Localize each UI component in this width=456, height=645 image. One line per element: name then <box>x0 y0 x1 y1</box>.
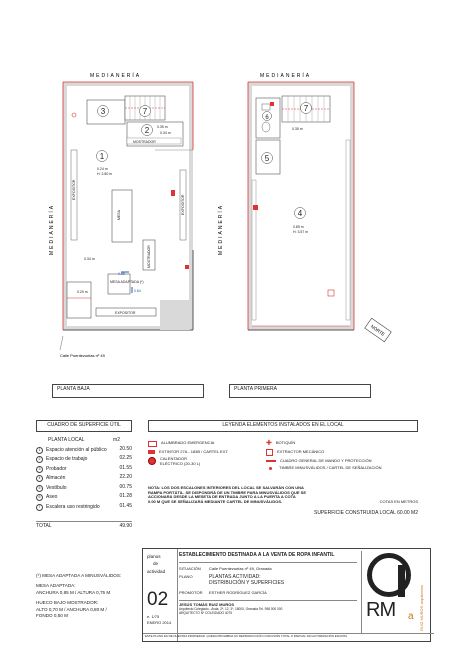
situacion-label: SITUACIÓN <box>179 565 201 571</box>
caption-first-box <box>229 384 371 398</box>
legend-panel-label: CUADRO GENERAL DE MANDO Y PROTECCIÓN <box>280 457 372 463</box>
legend-items <box>148 438 418 474</box>
zone-expositor-left: EXPOSITOR <box>72 179 76 200</box>
surface-row <box>36 485 132 492</box>
surface-total <box>36 521 132 530</box>
dim-room7-ground: 0.35 m <box>157 125 168 129</box>
surface-row <box>36 504 132 511</box>
legend-item-extractor <box>266 449 416 456</box>
surface-row-number: 3 <box>36 466 43 473</box>
surface-row-name <box>36 456 87 463</box>
situacion-value: Calle Puentezuelas nº 49, Granada <box>209 565 272 571</box>
legend-heater-text <box>160 457 200 466</box>
zone-expositor-bottom: EXPOSITOR <box>115 311 136 315</box>
doc-logo-1: planos <box>147 554 161 559</box>
sheet-scale: e. 1/75 <box>147 614 160 619</box>
surface-total-value: 49.90 <box>119 522 132 529</box>
plano-label: PLANO <box>179 574 193 580</box>
legend-left <box>148 438 266 474</box>
dim-room2: 0.34 m <box>160 131 171 135</box>
surface-title: CUADRO DE SUPERFICIE ÚTIL <box>36 420 132 432</box>
surface-row-label: Aseo <box>46 494 58 500</box>
dim-room4-b: H: 3.57 m <box>293 230 309 234</box>
legend-heater-label-2: ELÉCTRICO (20-30 L) <box>160 460 201 466</box>
surface-row-label: Vestíbulo <box>46 484 67 491</box>
emergency-light-icon <box>148 441 157 447</box>
legend-surface: SUPERFICIE CONSTRUIDA LOCAL 60.00 M2 <box>313 509 418 516</box>
medianeria-top-left: MEDIANERÍA <box>90 73 142 79</box>
surface-col-left: PLANTA LOCAL <box>48 436 85 443</box>
sheet-number: 02 <box>147 589 169 610</box>
surface-row-name <box>36 475 65 482</box>
room-6-number: 6 <box>265 115 269 121</box>
plano-values <box>209 575 284 587</box>
situacion-row <box>179 567 357 572</box>
plano-row <box>179 575 357 587</box>
legend-emergency-label: ALUMBRADO EMERGENCIA <box>161 440 215 446</box>
caption-first: PLANTA PRIMERA <box>234 386 277 392</box>
legend-heater-label: CALENTADOR <box>160 456 188 462</box>
surface-row-number: 2 <box>36 456 43 463</box>
room-5-number: 5 <box>264 154 270 163</box>
promotor-value: ESTHER RODRÍGUEZ GARCÍA <box>209 589 267 595</box>
zone-mostrador-top: MOSTRADOR <box>133 140 156 144</box>
legend-title: LEYENDA ELEMENTOS INSTALADOS EN EL LOCAL <box>148 420 418 432</box>
room-1-number: 1 <box>99 152 105 161</box>
room-4-number: 4 <box>297 209 303 218</box>
surface-rows <box>36 447 132 511</box>
plano-value-2: DISTRIBUCIÓN Y SUPERFICIES <box>209 580 285 587</box>
room-7-number-first: 7 <box>303 104 309 113</box>
doc-logo <box>147 553 165 575</box>
surface-row-value: 22.20 <box>119 474 132 480</box>
legend-note-2: RAMPA PORTÁTIL. SE DISPONDRÁ DE UN TIMBRE PARA MINUSVÁLIDOS QUE SE <box>148 489 307 495</box>
surface-row <box>36 466 132 473</box>
surface-row-value: 01.55 <box>119 464 132 471</box>
surface-row-number: 4 <box>36 475 43 482</box>
surface-col-right: m2 <box>113 436 120 443</box>
surface-row-number: 6 <box>36 494 43 501</box>
project-title: ESTABLECIMIENTO DESTINADA A LA VENTA DE ROPA INFANTIL <box>179 551 357 563</box>
footnote-6: FONDO 0,50 M <box>36 613 68 619</box>
bell-icon <box>269 467 272 470</box>
footnote <box>36 573 121 620</box>
doc-logo-3: actividad <box>147 568 166 574</box>
legend-cotas: COTAS EN METROS <box>379 499 418 505</box>
surface-row-value: 01.45 <box>119 502 132 509</box>
title-block <box>142 548 431 642</box>
zone-mesa: MESA <box>117 210 121 220</box>
legend-item-extinguisher <box>148 450 266 455</box>
architect-detail-2: ARQUITECTO Nº COLEGIADO 4075 <box>179 610 233 615</box>
sheet-date: ENERO 2014 <box>147 620 172 625</box>
caption-ground-box <box>52 384 204 398</box>
surface-row-name <box>36 466 67 473</box>
surface-row <box>36 494 132 501</box>
surface-row-name <box>36 485 67 492</box>
surface-row-number: 1 <box>36 447 43 454</box>
surface-row-label: Probador <box>46 465 67 472</box>
north-tag <box>365 318 392 342</box>
surface-row-name <box>36 494 57 501</box>
street-name-ground: Calle Puentezuelas nº 49 <box>60 353 105 358</box>
blue-dim-a: 0.85 <box>118 272 125 276</box>
footnote-1: (*) MESA ADAPTADA A MINUSVÁLIDOS: <box>36 573 122 578</box>
doc-logo-2: de <box>153 561 159 567</box>
legend-item-heater <box>148 457 266 466</box>
surface-row-number: 5 <box>36 485 43 492</box>
legend <box>148 420 418 517</box>
surface-header <box>48 438 120 444</box>
title-logo-col <box>143 549 178 641</box>
surface-row-name <box>36 504 100 511</box>
promotor-label: PROMOTOR <box>179 589 203 595</box>
electrical-panel-icon <box>266 460 276 462</box>
footnote-2: MESA ADAPTADA: <box>36 583 76 589</box>
plano-value-1: PLANTAS ACTIVIDAD: <box>209 574 261 581</box>
surface-row-label: Espacio de trabajo <box>46 456 88 462</box>
title-info <box>179 551 357 615</box>
caption-ground: PLANTA BAJA <box>57 386 90 392</box>
legend-bell-label: TIMBRE MINUSVÁLIDOS / CARTEL DE SEÑALIZACIÓN <box>279 465 382 471</box>
legend-firstaid-label: BOTIQUÍN <box>275 439 296 445</box>
room-2-number: 2 <box>144 126 150 135</box>
brand-rm: RM <box>366 599 396 621</box>
medianeria-mid: MEDIANERÍA <box>218 203 224 255</box>
brand-a: a <box>408 611 414 622</box>
blue-dim-b: 0.84 <box>134 289 141 293</box>
heater-icon <box>148 457 156 465</box>
room-7-number-ground: 7 <box>142 107 148 116</box>
surface-row-number: 7 <box>36 504 43 511</box>
surface-row-value: 00.75 <box>119 483 132 490</box>
brand-stem <box>398 565 405 597</box>
surface-row-value: 02.25 <box>119 455 132 461</box>
promotor-row <box>179 591 357 596</box>
dim-room7-first: 0.35 m <box>292 127 303 131</box>
surface-row-label: Almacén <box>46 475 66 481</box>
architect-detail: Arquitecto Colegiado - Avda. 2ª, 12, 3º, 18000, Granada Tel. 958 000 000 <box>179 607 283 612</box>
extractor-icon <box>266 449 273 456</box>
legend-note-4: 0.00 M QUE SE SEÑALIZARÁ MEDIANTE CARTEL DE MINUSVÁLIDOS. <box>148 498 283 504</box>
surface-row-value: 01.28 <box>119 493 132 499</box>
surface-row-name <box>36 447 107 454</box>
footnote-4: HUECO BAJO MOSTRADOR: <box>36 600 99 606</box>
dim-bottom: 0.34 m <box>84 257 95 261</box>
legend-item-bell <box>266 466 416 471</box>
surface-row <box>36 456 132 463</box>
zone-mostrador: MOSTRADOR <box>147 245 151 268</box>
surface-row-label: Escalera uso restringido <box>46 503 100 510</box>
legend-right <box>266 438 416 474</box>
legend-extinguisher-label: EXTINTOR 27A - 183B / CARTEL EXT. <box>159 448 229 454</box>
first-aid-icon: ✚ <box>266 439 272 447</box>
legend-item-emergency <box>148 441 266 447</box>
brand-block <box>361 551 429 633</box>
room-3-number: 3 <box>100 107 106 116</box>
bottom-note: ESTE PLANO ES DE NUESTRA PROPIEDAD. QUEDA PROHIBIDA SU REPRODUCCIÓN O DIFUSIÓN TOTAL O PARCIAL SIN AUTORIZACIÓN ESCRITA <box>143 633 434 639</box>
zone-expositor-right: EXPOSITOR <box>181 194 185 215</box>
legend-extractor-label: EXTRACTOR MECÁNICO <box>277 448 325 454</box>
architect-name: JESÚS TOMÁS RUIZ MUROS <box>179 600 357 608</box>
north-tag-label: NORTE <box>369 323 386 337</box>
surface-row <box>36 447 132 454</box>
surface-row <box>36 475 132 482</box>
legend-note-3: ACCIONARÁ DESDE LA MESETA DE ENTRADA JUNTO A LA PUERTA A COTA <box>148 494 296 500</box>
surface-total-label: TOTAL <box>36 522 52 529</box>
surface-row-label: Espacio atención al público <box>46 446 107 453</box>
legend-note-1: NOTA: LOS DOS ESCALONES INTERIORES DEL LOCAL SE SALVARÁN CON UNA <box>148 484 304 490</box>
brand-side: RUIZ MUROS arquitectos <box>419 584 424 631</box>
dim-room1-a: 0.24 m <box>97 167 108 171</box>
footnote-3: ANCHURA 0,85 M / ALTURA 0,75 M <box>36 589 111 595</box>
surface-table <box>36 420 132 529</box>
dim-entry: 0.20 m <box>77 290 88 294</box>
dim-room4-a: 0.85 m <box>293 225 304 229</box>
medianeria-left: MEDIANERÍA <box>49 203 55 255</box>
footnote-5: ALTO 0,70 M / ANCHURA 0,80 M / <box>36 606 107 612</box>
zone-mesa-adaptada: MESA ADAPTADA (*) <box>110 280 144 284</box>
extinguisher-icon <box>148 450 155 454</box>
surface-row-value: 20.50 <box>119 445 132 452</box>
medianeria-top-right: MEDIANERÍA <box>260 73 312 79</box>
legend-item-panel <box>266 459 416 464</box>
dim-room1-b: H: 2.80 m <box>97 172 113 176</box>
legend-item-firstaid <box>266 441 416 446</box>
